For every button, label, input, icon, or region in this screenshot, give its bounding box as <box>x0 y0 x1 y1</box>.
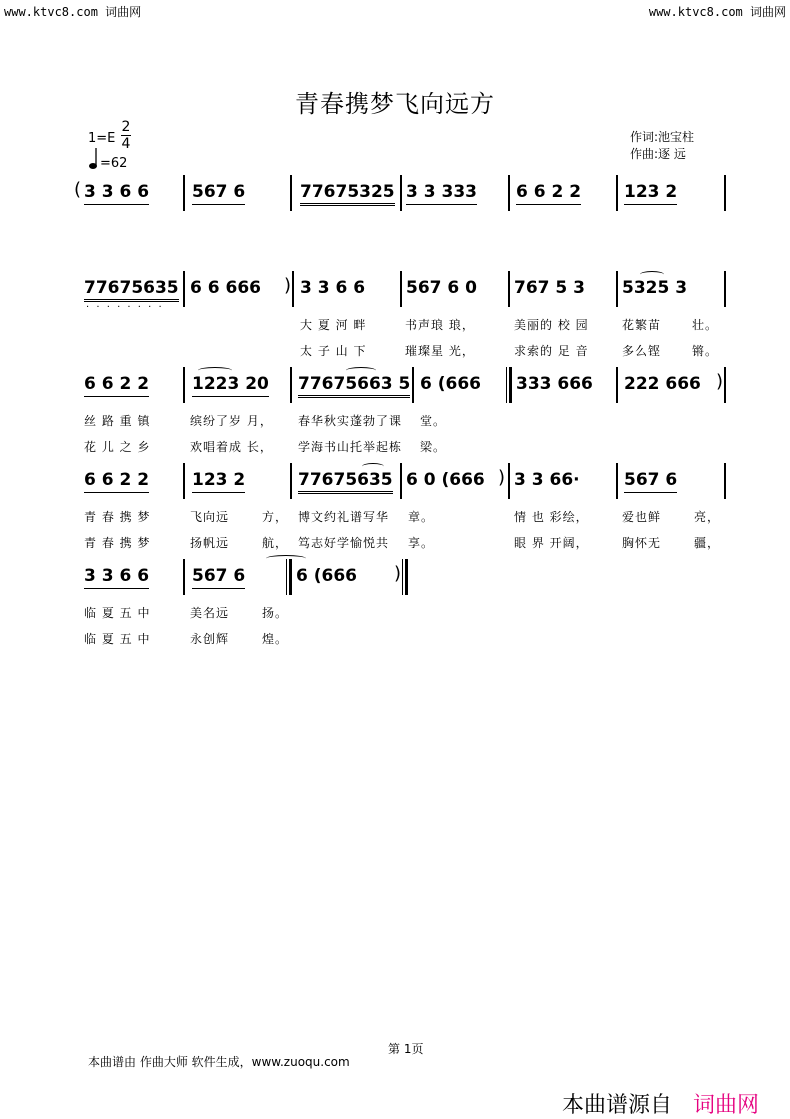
song-title: 青春携梦飞向远方 <box>295 90 495 118</box>
composer: 作曲:逐 远 <box>630 147 686 161</box>
lyricist: 作词:池宝柱 <box>630 130 695 144</box>
lyric: 欢唱着成 长， <box>190 440 273 454</box>
lyric: 大 夏 河 畔 <box>300 318 367 332</box>
measure: 567 6 <box>624 469 677 493</box>
score-row-2: 77675635 . . . . . . . . 6 6 666 ) 3 3 6 6 567 6 0 767 5 3 5325 3 <box>80 277 730 317</box>
lyric: 梁。 <box>420 440 447 454</box>
lyric: 堂。 <box>420 414 447 428</box>
lyric: 壮。 <box>692 318 719 332</box>
lyric: 临 夏 五 中 <box>84 606 151 620</box>
lyric: 多么铿 <box>622 344 662 358</box>
measure: 77675635 <box>298 469 393 494</box>
lyric: 求索的 足 音 <box>514 344 589 358</box>
footer-source <box>562 1088 759 1119</box>
lyric: 方， <box>262 510 289 524</box>
barline <box>616 463 618 499</box>
lyric: 享。 <box>408 536 435 550</box>
lyric: 美名远 <box>190 606 230 620</box>
measure: 6 0 (666 <box>406 470 485 490</box>
measure: 333 666 <box>516 374 593 394</box>
measure: 6 6 666 <box>190 278 261 298</box>
measure: 3 3 6 6 <box>84 565 149 589</box>
barline <box>183 175 185 211</box>
page-number: 第 1页 <box>388 1042 424 1056</box>
measure: 767 5 3 <box>514 278 585 298</box>
measure: 1223 20 <box>192 373 269 397</box>
score-row-3: 6 6 2 2 1223 20 77675663 5 6 (666 333 666 222 666 ) <box>80 373 730 413</box>
barline <box>183 271 185 307</box>
score-row-1 <box>74 179 730 221</box>
barline <box>508 271 510 307</box>
lyric: 亮， <box>694 510 721 524</box>
barline <box>508 463 510 499</box>
quarter-note-icon <box>88 146 98 174</box>
lyric: 临 夏 五 中 <box>84 632 151 646</box>
lyric: 青 春 携 梦 <box>84 510 151 524</box>
lyric: 扬帆远 <box>190 536 230 550</box>
barline <box>616 367 618 403</box>
barline <box>724 175 726 211</box>
score-row-5: 3 3 6 6 567 6 6 (666 ) <box>80 565 730 605</box>
lyric: 锵。 <box>692 344 719 358</box>
measure: 77675325 <box>300 181 395 206</box>
barline <box>724 367 726 403</box>
measure: 123 2 <box>624 181 677 205</box>
lyric: 扬。 <box>262 606 289 620</box>
lyric: 花 儿 之 乡 <box>84 440 151 454</box>
barline <box>183 367 185 403</box>
measure: 3 3 66· <box>514 470 580 490</box>
lyric: 花繁苗 <box>622 318 662 332</box>
measure: 6 (666 <box>296 566 358 586</box>
barline <box>400 271 402 307</box>
lyric: 书声琅 琅， <box>405 318 475 332</box>
time-top: 2 <box>121 119 131 135</box>
barline <box>616 175 618 211</box>
time-bottom: 4 <box>121 136 131 152</box>
lyric: 丝 路 重 镇 <box>84 414 151 428</box>
barline <box>724 271 726 307</box>
paren: ( <box>74 179 82 200</box>
measure: 222 666 <box>624 374 701 394</box>
measure: 6 6 2 2 <box>516 181 581 205</box>
lyric: 永创辉 <box>190 632 230 646</box>
lyric: 胸怀无 <box>622 536 662 550</box>
barline <box>400 463 402 499</box>
lyric: 璀璨星 光， <box>405 344 475 358</box>
measure: 6 (666 <box>420 374 482 394</box>
lyric: 美丽的 校 园 <box>514 318 589 332</box>
barline <box>412 367 414 403</box>
lyric: 笃志好学愉悦共 <box>298 536 390 550</box>
measure: 123 2 <box>192 469 245 493</box>
lyric: 缤纷了岁 月， <box>190 414 273 428</box>
measure: 567 6 <box>192 181 245 205</box>
lyric: 学海书山托举起栋 <box>298 440 403 454</box>
slur <box>266 555 306 562</box>
measure: 77675663 5 <box>298 373 410 398</box>
watermark-left: www.ktvc8.com 词曲网 <box>4 5 142 19</box>
score-row-4: 6 6 2 2 123 2 77675635 6 0 (666 ) 3 3 66· 567 6 <box>80 469 730 509</box>
barline <box>290 175 292 211</box>
measure: 77675635 <box>84 277 179 302</box>
measure: 5325 3 <box>622 278 688 298</box>
barline <box>508 175 510 211</box>
barline <box>724 463 726 499</box>
measure: 6 6 2 2 <box>84 469 149 493</box>
key-signature: 1=E <box>88 131 116 146</box>
lyric: 航， <box>262 536 289 550</box>
measure: 3 3 6 6 <box>300 278 366 298</box>
time-signature <box>121 120 131 151</box>
barline <box>183 463 185 499</box>
measure: 567 6 0 <box>406 278 477 298</box>
footer-source-brand: 词曲网 <box>693 1093 760 1118</box>
measure: 6 6 2 2 <box>84 373 149 397</box>
lyric: 太 子 山 下 <box>300 344 367 358</box>
barline <box>400 175 402 211</box>
barline <box>290 463 292 499</box>
barline <box>292 271 294 307</box>
lyric: 章。 <box>408 510 435 524</box>
footer-source-prefix: 本曲谱源自 <box>562 1093 673 1118</box>
barline <box>183 559 185 595</box>
lyric: 情 也 彩绘， <box>514 510 589 524</box>
lyric: 青 春 携 梦 <box>84 536 151 550</box>
final-barline <box>402 559 408 595</box>
watermark-right: www.ktvc8.com 词曲网 <box>648 5 786 19</box>
lyric: 煌。 <box>262 632 289 646</box>
measure: 567 6 <box>192 565 245 589</box>
measure: 3 3 6 6 <box>84 181 149 205</box>
tempo: =62 <box>100 156 128 171</box>
lyric: 疆， <box>694 536 721 550</box>
lyric: 飞向远 <box>190 510 230 524</box>
repeat-end-barline <box>286 559 292 595</box>
lyric: 博文约礼谱写华 <box>298 510 390 524</box>
measure: 3 3 333 <box>406 181 477 205</box>
lyric: 爱也鲜 <box>622 510 662 524</box>
footer-generator: 本曲谱由 作曲大师 软件生成，www.zuoqu.com <box>88 1055 350 1069</box>
barline <box>616 271 618 307</box>
barline <box>290 367 292 403</box>
lyric: 春华秋实蓬勃了课 <box>298 414 403 428</box>
repeat-start-barline <box>506 367 512 403</box>
lyric: 眼 界 开阔， <box>514 536 589 550</box>
